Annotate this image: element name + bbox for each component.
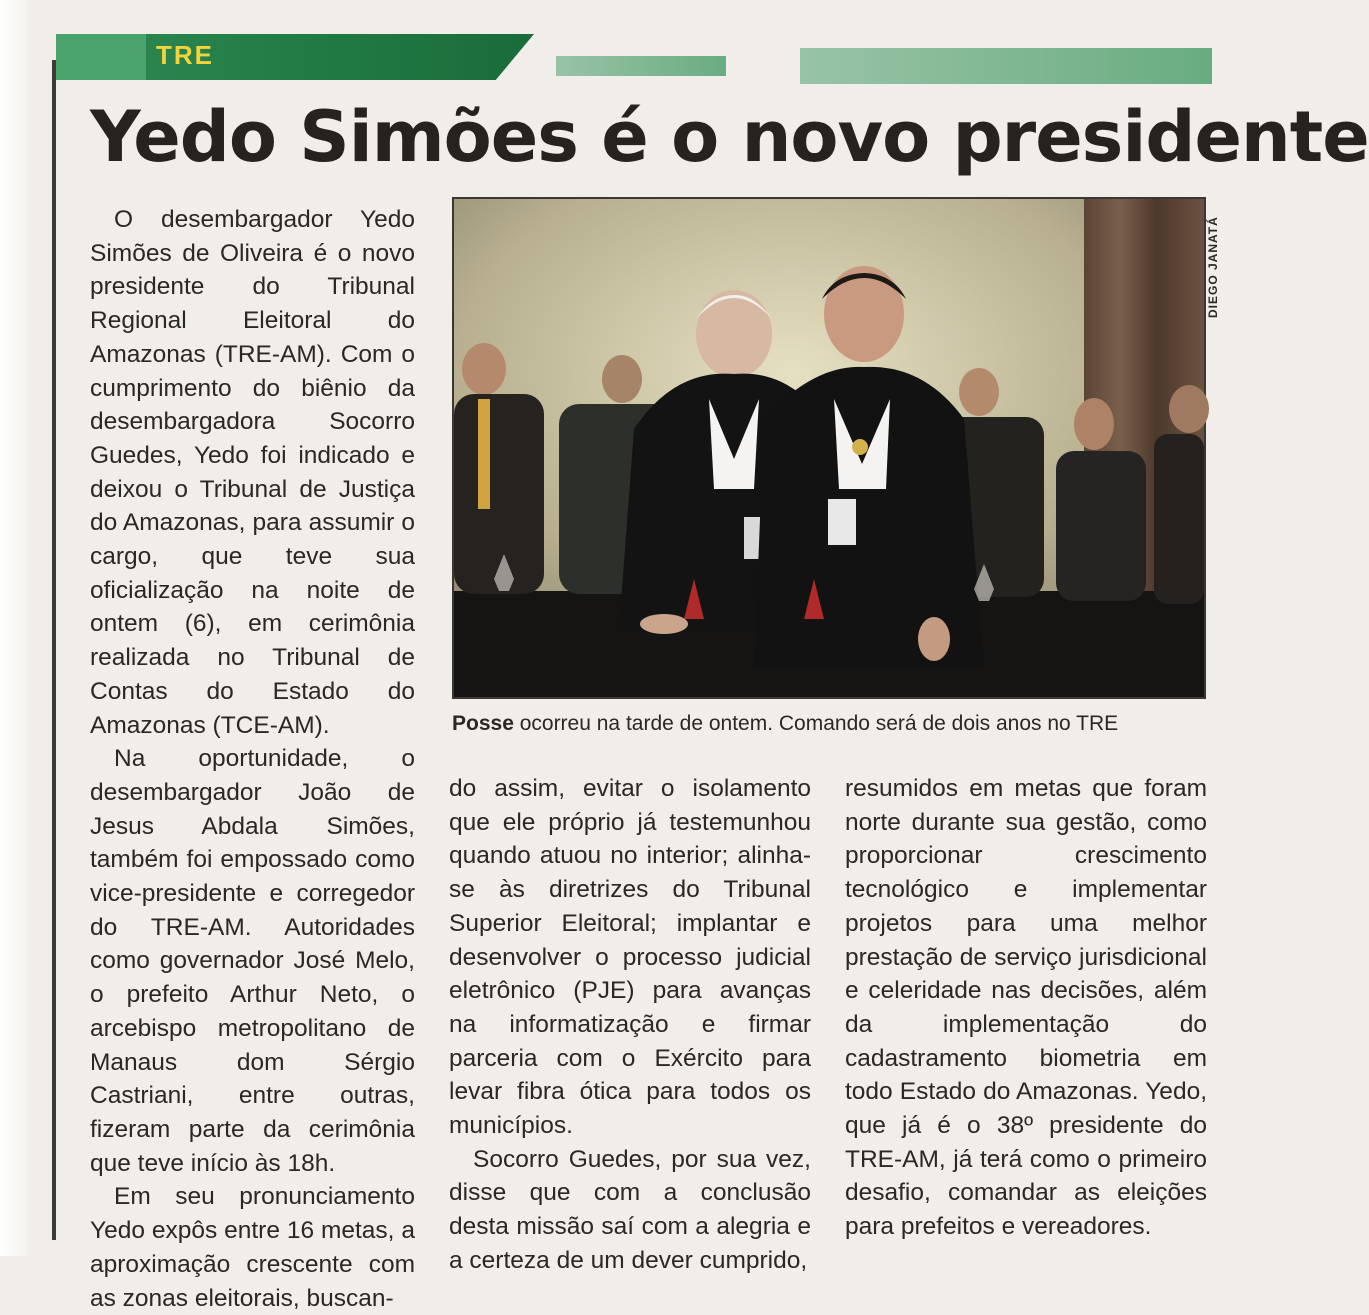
article-paragraph: do assim, evitar o isolamento que ele próprio já testemunhou quando atuou no interior; alinha-se às diretrizes do Tribunal Superior Eleitoral; implantar e desenvolver o processo judicial eletrônico (PJE) para avanças na informatização e firmar parceria com o Exército para levar fibra ótica para todos os municípios.: [449, 775, 811, 1140]
left-column-rule: [52, 60, 56, 1240]
article-column-1: [90, 203, 415, 1315]
article-paragraph: resumidos em metas que foram norte durante sua gestão, como proporcionar crescimento tecnológico e implementar projetos para uma melhor prestação de serviço jurisdicional e celeridade nas decisões, além da implementação do cadastramento biometria em todo Estado do Amazonas. Yedo, que já é o 38º presidente do TRE-AM, já terá como o primeiro desafio, comandar as eleições para prefeitos e vereadores.: [845, 775, 1207, 1241]
section-banner-accent: [56, 34, 146, 80]
article-paragraph: Socorro Guedes, por sua vez, disse que com a conclusão desta missão saí com a alegria e a certeza de um dever cumprido,: [449, 1145, 811, 1274]
article-column-2: [449, 772, 811, 1278]
article-headline: Yedo Simões é o novo presidente: [90, 96, 1369, 178]
scan-margin: [0, 0, 28, 1256]
caption-text: ocorreu na tarde de ontem. Comando será de dois anos no TRE: [513, 712, 1119, 735]
ceremony-photo: [452, 197, 1206, 699]
section-label: TRE: [156, 40, 214, 70]
article-paragraph: Na oportunidade, o desembargador João de Jesus Abdala Simões, também foi empossado como vice-presidente e corregedor do TRE-AM. Autoridades como governador José Melo, o prefeito Arthur Neto, o arcebispo metropolitano de Manaus dom Sérgio Castriani, entre outras, fizeram parte da cerimônia que teve início às 18h.: [90, 745, 415, 1177]
article-paragraph: Em seu pronunciamento Yedo expôs entre 16 metas, a aproximação crescente com as zonas eleitorais, buscan-: [90, 1183, 415, 1312]
photo-credit: DIEGO JANATÁ: [1206, 216, 1220, 318]
caption-lead: Posse: [452, 712, 514, 735]
article-column-3: [845, 772, 1207, 1244]
top-decorative-strip: [800, 48, 1212, 84]
section-banner: [56, 34, 534, 80]
ceremony-photo-image: [454, 199, 1204, 697]
top-decorative-strip: [556, 56, 726, 76]
photo-caption: [452, 712, 1212, 736]
article-paragraph: O desembargador Yedo Simões de Oliveira é o novo presidente do Tribunal Regional Eleitoral do Amazonas (TRE-AM). Com o cumprimento do biênio da desembargadora Socorro Guedes, Yedo foi indicado e deixou o Tribunal de Justiça do Amazonas, para assumir o cargo, que teve sua oficialização na noite de ontem (6), em cerimônia realizada no Tribunal de Contas do Estado do Amazonas (TCE-AM).: [90, 206, 415, 739]
